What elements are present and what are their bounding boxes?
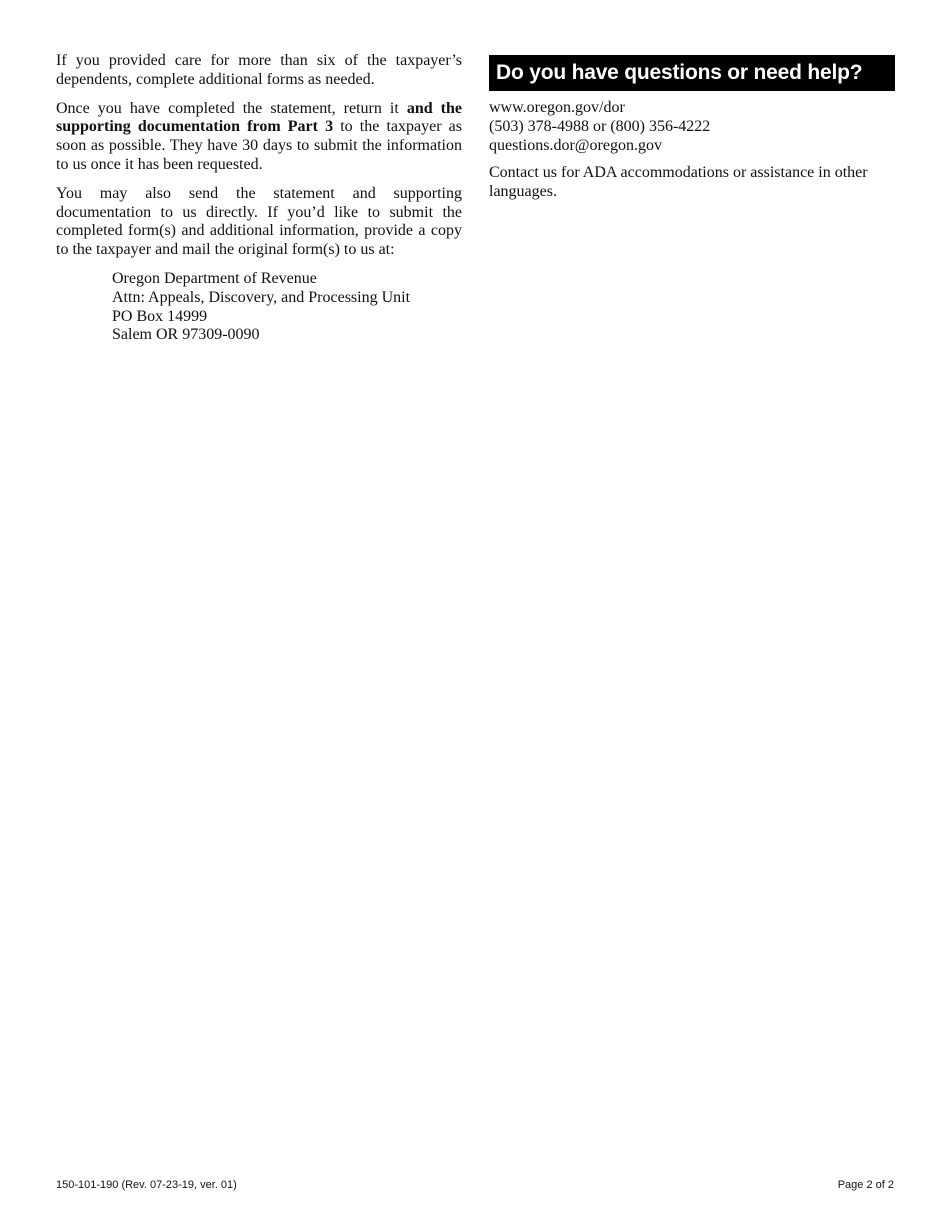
website-link[interactable]: www.oregon.gov/dor	[489, 99, 625, 116]
phone-numbers: (503) 378-4988 or (800) 356-4222	[489, 117, 711, 135]
return-statement-paragraph	[56, 100, 462, 175]
contact-info	[489, 99, 895, 155]
address-line-city: Salem OR 97309-0090	[112, 326, 260, 344]
form-identifier: 150-101-190 (Rev. 07-23-19, ver. 01)	[56, 1179, 237, 1191]
address-line-po-box: PO Box 14999	[112, 307, 208, 325]
address-line-attention: Attn: Appeals, Discovery, and Processing Unit	[112, 288, 411, 306]
supporting-documentation-emphasis: and the supporting documentation from Part 3	[56, 99, 463, 136]
return-statement-text-end: to the taxpayer as soon as possible. They have 30 days to submit the information to us once it has been requested.	[56, 118, 462, 173]
email-link[interactable]: questions.dor@oregon.gov	[489, 136, 662, 154]
address-line-organization: Oregon Department of Revenue	[112, 269, 317, 287]
return-statement-text-start: Once you have completed the statement, return it	[56, 99, 407, 117]
dependents-paragraph: If you provided care for more than six of the taxpayer’s dependents, complete additional forms as needed.	[56, 52, 462, 88]
help-heading-banner: Do you have questions or need help?	[489, 55, 895, 91]
send-directly-paragraph: You may also send the statement and supporting documentation to us directly. If you’d like to submit the completed form(s) and additional information, provide a copy to the taxpayer and mail the original form(s) to us at:	[56, 184, 462, 259]
mailing-address	[112, 270, 462, 345]
page-number: Page 2 of 2	[837, 1179, 894, 1191]
ada-accommodations-note: Contact us for ADA accommodations or assistance in other languages.	[489, 164, 868, 201]
left-column	[56, 52, 462, 345]
right-column	[489, 55, 895, 202]
